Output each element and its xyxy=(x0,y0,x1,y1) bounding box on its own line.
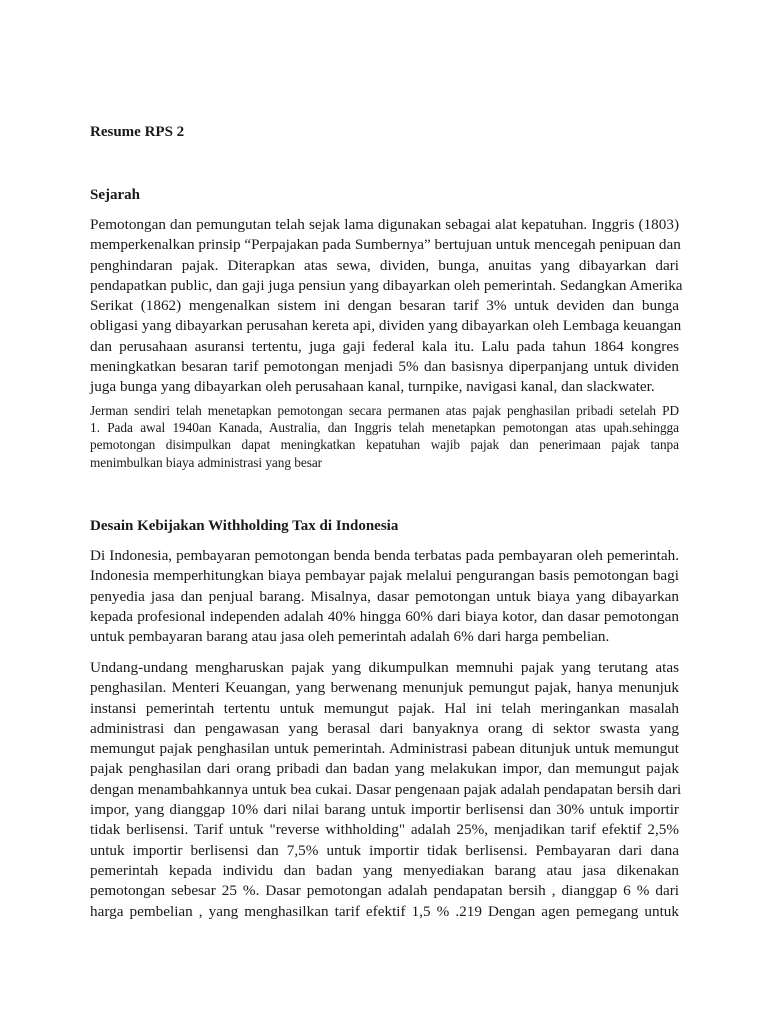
text-line: harga pembelian , yang menghasilkan tarif efektif 1,5 % .219 Dengan agen pemegang untuk xyxy=(90,902,679,920)
text-line: meningkatkan besaran tarif pemotongan menjadi 5% dan basisnya diperpanjang untuk dividen xyxy=(90,358,679,376)
text-line: Jerman sendiri telah menetapkan pemotongan secara permanen atas pajak penghasilan pribadi setelah PD xyxy=(90,403,679,418)
paragraph-desain-1 xyxy=(90,546,679,647)
text-line: 1. Pada awal 1940an Kanada, Australia, dan Inggris telah menetapkan pemotongan atas upah.sehingga xyxy=(90,420,679,436)
text-line: Undang-undang mengharuskan pajak yang dikumpulkan memnuhi pajak yang terutang atas xyxy=(90,659,679,676)
text-line: menimbulkan biaya administrasi yang besar xyxy=(90,454,323,470)
text-line: untuk importir berlisensi dan 7,5% untuk importir tidak berlisensi. Pembayaran dari dana xyxy=(90,841,679,859)
section-heading-sejarah: Sejarah xyxy=(90,187,140,203)
text-line: untuk pembayaran barang atau jasa oleh pemerintah adalah 6% dari harga pembelian. xyxy=(90,628,610,646)
text-line: dengan menambahkannya untuk bea cukai. Dasar pengenaan pajak adalah pendapatan bersih dari xyxy=(90,780,682,798)
text-line: memperkenalkan prinsip “Perpajakan pada Sumbernya” bertujuan untuk mencegah penipuan dan xyxy=(90,236,681,254)
text-line: juga bunga yang dibayarkan oleh perusahaan kanal, turnpike, navigasi kanal, dan slackwater. xyxy=(90,378,655,396)
text-line: pendapatkan public, dan gaji juga pensiun yang dibayarkan oleh pemerintah. Sedangkan Amerika xyxy=(90,276,683,294)
text-line: Serikat (1862) mengenalkan sistem ini dengan besaran tarif 3% untuk deviden dan bunga xyxy=(90,297,679,315)
text-line: administrasi dan pengawasan yang berasal dari banyaknya orang di sektor swasta yang xyxy=(90,719,679,737)
text-line: impor, yang dianggap 10% dari nilai barang untuk importir berlisensi dan 30% untuk importir xyxy=(90,801,679,819)
section-heading-desain-kebijakan: Desain Kebijakan Withholding Tax di Indonesia xyxy=(90,518,399,534)
text-line: pemotongan disimpulkan dapat meningkatkan kepatuhan wajib pajak dan penerimaan pajak tanpa xyxy=(90,437,679,453)
text-line: obligasi yang dibayarkan perusahan kereta api, dividen yang dibayarkan oleh Lembaga keuangan xyxy=(90,317,682,335)
document-title: Resume RPS 2 xyxy=(90,124,185,140)
paragraph-desain-2 xyxy=(90,658,682,922)
text-line: pemerintah kepada individu dan badan yang menyediakan barang atau jasa dikenakan xyxy=(90,861,679,879)
text-line: dan perusahaan asuransi tertentu, juga gaji federal kala itu. Lalu pada tahun 1864 kongres xyxy=(90,337,679,355)
text-line: pemotongan sebesar 25 %. Dasar pemotongan adalah pendapatan bersih , dianggap 6 % dari xyxy=(90,882,679,900)
text-line: instansi pemerintah tertentu untuk memungut pajak. Hal ini telah meringankan masalah xyxy=(90,699,679,717)
text-line: Di Indonesia, pembayaran pemotongan benda benda terbatas pada pembayaran oleh pemerintah. xyxy=(90,547,679,564)
text-line: penghindaran pajak. Diterapkan atas sewa, dividen, bunga, anuitas yang dibayarkan dari xyxy=(90,256,679,274)
text-line: kepada profesional independen adalah 40% hingga 60% dari biaya kotor, dan dasar pemotongan xyxy=(90,607,679,625)
text-line: penyedia jasa dan penjual barang. Misalnya, dasar pemotongan untuk biaya yang dibayarkan xyxy=(90,587,679,605)
text-line: Indonesia memperhitungkan biaya pembayar pajak melalui pengurangan basis pemotongan bagi xyxy=(90,567,679,585)
text-line: Pemotongan dan pemungutan telah sejak lama digunakan sebagai alat kepatuhan. Inggris (1803) xyxy=(90,216,679,233)
text-line: tidak berlisensi. Tarif untuk "reverse withholding" adalah 25%, menjadikan tarif efektif 2,5% xyxy=(90,821,679,839)
text-line: memungut pajak penghasilan untuk pemerintah. Administrasi pabean ditunjuk untuk memungut xyxy=(90,740,679,758)
text-line: penghasilan. Menteri Keuangan, yang berwenang menunjuk pemungut pajak, hanya menunjuk xyxy=(90,679,679,697)
text-line: pajak penghasilan dari orang pribadi dan badan yang melakukan impor, dan memungut pajak xyxy=(90,760,679,778)
paragraph-sejarah-1 xyxy=(90,215,683,398)
paragraph-sejarah-2 xyxy=(90,402,679,471)
